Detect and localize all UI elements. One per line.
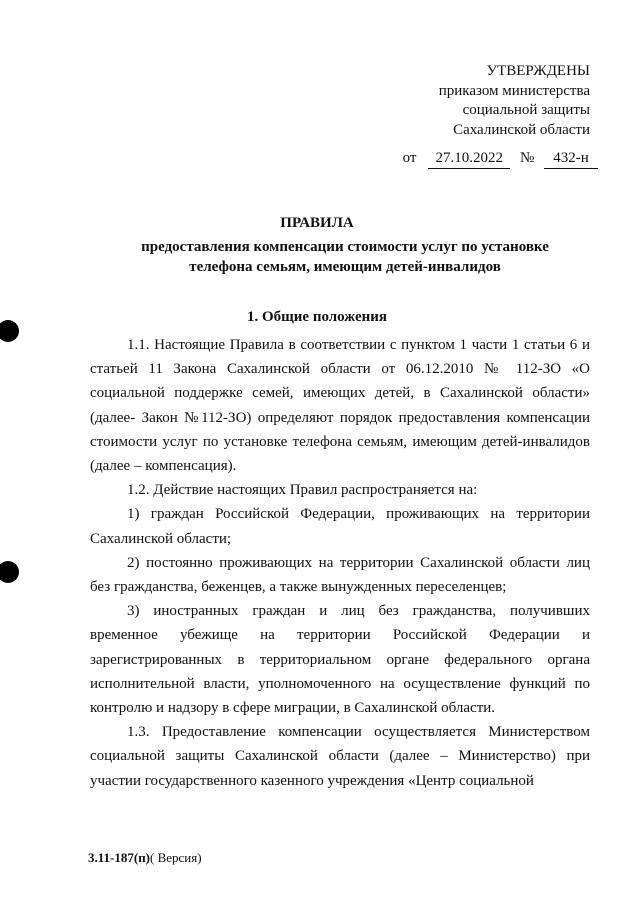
- order-date: 27.10.2022: [428, 149, 510, 169]
- approval-line: социальной защиты: [462, 102, 590, 118]
- paragraph: 1) граждан Российской Федерации, проживающих на территории Сахалинской области;: [90, 506, 590, 547]
- section-body: [90, 333, 590, 793]
- subtitle-line: телефона семьям, имеющим детей-инвалидов: [189, 258, 501, 275]
- approval-line: Сахалинской области: [453, 121, 590, 138]
- document-footer: [88, 850, 202, 866]
- approval-stamp: [439, 62, 590, 140]
- subtitle-line: предоставления компенсации стоимости услуг по установке: [141, 239, 549, 255]
- approval-line: УТВЕРЖДЕНЫ: [486, 63, 590, 79]
- footer-version: ( Версия): [150, 850, 202, 865]
- document-subtitle: [100, 238, 590, 277]
- paragraph: 3) иностранных граждан и лиц без гражданства, получивших временное убежище на территории Российской Федерации и зарегистрированных в территориальном органе федерального органа исполнительной власти, уполномоченного на осуществление функций по контролю и надзору в сфере миграции, в Сахалинской области.: [90, 603, 590, 717]
- document-title: ПРАВИЛА: [280, 215, 354, 231]
- section-heading: 1. Общие положения: [246, 309, 388, 325]
- order-reference: [403, 149, 598, 169]
- paragraph: 1.2. Действие настоящих Правил распространяется на:: [127, 482, 478, 499]
- approval-line: приказом министерства: [438, 82, 590, 99]
- order-number: 432-н: [544, 149, 598, 169]
- paragraph: 2) постоянно проживающих на территории Сахалинской области лиц без гражданства, беженцев, а также вынужденных переселенцев;: [90, 554, 590, 596]
- order-from-label: от: [402, 150, 417, 166]
- punch-hole: [0, 561, 19, 583]
- footer-code: 3.11-187(п): [88, 850, 151, 865]
- order-number-sign: №: [519, 150, 535, 166]
- paragraph: 1.1. Настоящие Правила в соответствии с пунктом 1 части 1 статьи 6 и статьей 11 Закона Сахалинской области от 06.12.2010 № 112-ЗО «О социальной поддержке семей, имеющих детей, в Сахалинской области» (далее- Закон №112-ЗО) определяют порядок предоставления компенсации стоимости услуг по установке телефона семьям, имеющим детей-инвалидов (далее – компенсация).: [90, 337, 590, 475]
- paragraph: 1.3. Предоставление компенсации осуществляется Министерством социальной защиты Сахалинской области (далее – Министерство) при участии государственного казенного учреждения «Центр социальной: [90, 724, 590, 789]
